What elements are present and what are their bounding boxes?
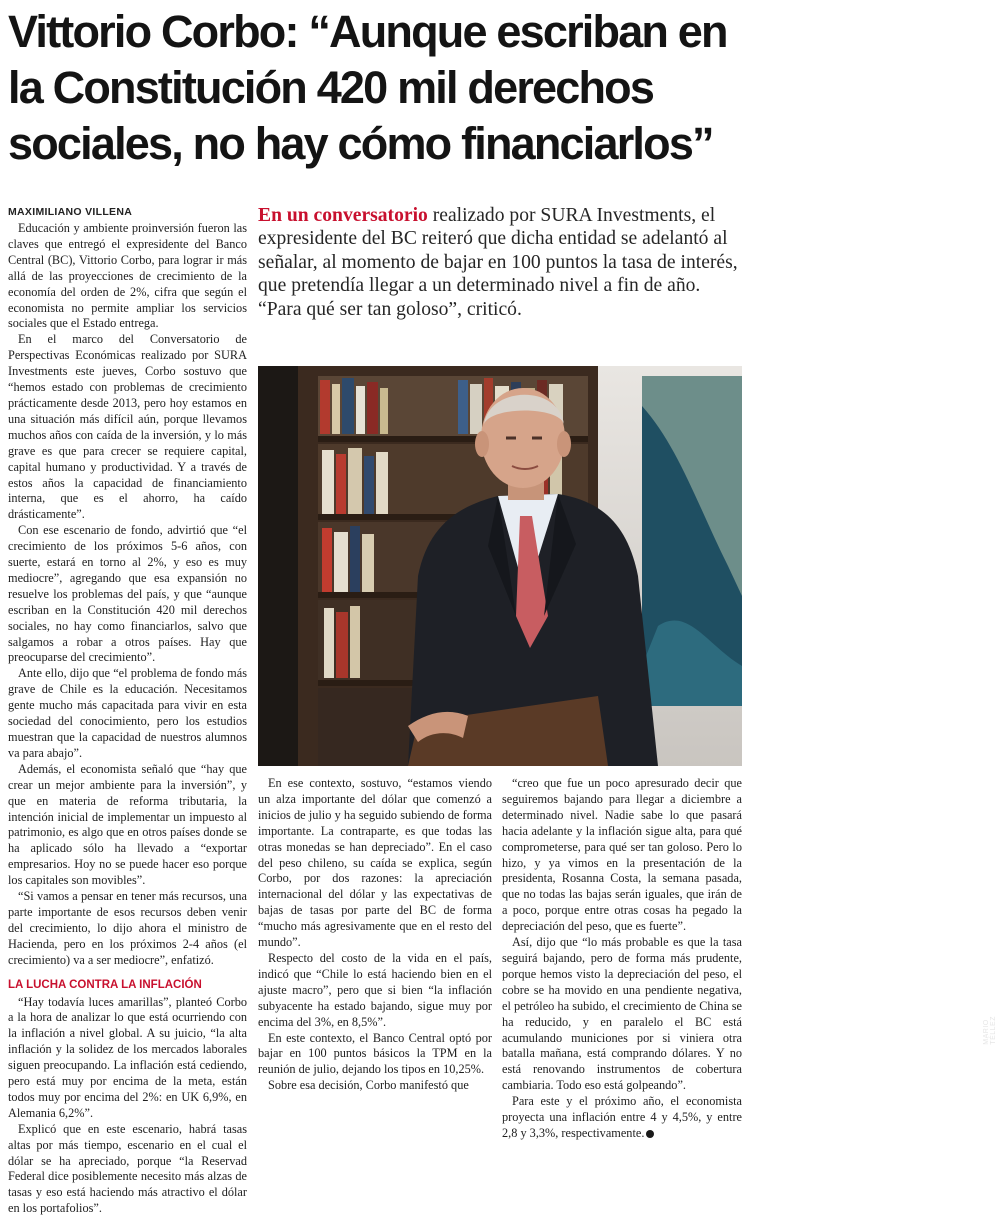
paragraph: Así, dijo que “lo más probable es que la tasa seguirá bajando, pero de forma más prudente, porque hemos visto la depreciación del peso, el cobre se ha movido en una pendiente negativa, el petróleo ha subido, el crecimiento de China se ha reducido, y en paralelo el BC está acumulando municiones por si viniera otra batalla mañana, está comprando dólares. Y no está renovando instrumentos de cobertura cambiaria. Todo eso está golpeando”. (502, 935, 742, 1093)
body-column-2 (258, 776, 492, 1166)
photo-credit: MARIO TÉLLEZ (983, 1016, 997, 1045)
headline: Vittorio Corbo: “Aunque escriban en la Constitución 420 mil derechos sociales, no hay cómo financiarlos” (8, 6, 727, 169)
paragraph: Educación y ambiente proinversión fueron las claves que entregó el expresidente del Banco Central (BC), Vittorio Corbo, para lograr ir más allá de las proyecciones de crecimiento de la economía del orden de 2%, cifra que según el economista no permite ampliar los servicios sociales que el Estado entrega. (8, 221, 247, 331)
lead-kicker: En un conversatorio (258, 205, 428, 226)
paragraph: Ante ello, dijo que “el problema de fondo más grave de Chile es la educación. Necesitamos gente mucho más capacitada para vivir en esta sociedad del conocimiento, pero los estudios muestran que la capacidad de nuestros alumnos va para abajo”. (8, 666, 247, 760)
paragraph: Con ese escenario de fondo, advirtió que “el crecimiento de los próximos 5-6 años, con suerte, estará en torno al 2%, y eso es muy mediocre”, agregando que esa expansión no resuelve los problemas del país, y que “aunque escriban en la Constitución 420 mil derechos sociales, no hay como financiarlos, salvo que salgamos a robar a otros países. Hay que preocuparse del crecimiento”. (8, 523, 247, 665)
byline: MAXIMILIANO VILLENA (8, 206, 133, 218)
paragraph (502, 1094, 742, 1142)
lead-paragraph (258, 204, 744, 321)
paragraph: En el marco del Conversatorio de Perspectivas Económicas realizado por SURA Investments este jueves, Corbo sostuvo que “hemos estado con problemas de crecimiento prácticamente desde 2013, pero hoy estamos en una situación más difícil aún, porque llevamos muchos años con caída de la inversión, y lo más grave es que para crecer se requiere capital, capital humano y productividad. Y a través de estos años la capacidad de financiamiento interna, que es el ahorro, ha caído drásticamente”. (8, 332, 247, 522)
paragraph: En este contexto, el Banco Central optó por bajar en 100 puntos básicos la TPM en la reunión de julio, dejando los tipos en 10,25%. (258, 1030, 492, 1077)
paragraph: “Hay todavía luces amarillas”, planteó Corbo a la hora de analizar lo que está ocurriendo con la inflación a nivel global. A su juicio, “la alta inflación y la solidez de los mercados laborales siguen preocupando. La inflación está cediendo, pero está muy por encima de la meta, están todos muy por encima del 2%: en UK 6,9%, en Alemania 6,2%”. (8, 994, 247, 1120)
paragraph: “Si vamos a pensar en tener más recursos, una parte importante de esos recursos deben venir del crecimiento, lo dijo ahora el ministro de Hacienda, pero en los próximos 2-4 años (el crecimiento) va a ser mediocre”, enfatizó. (8, 889, 247, 967)
lead-text: realizado por SURA Investments, el expresidente del BC reiteró que dicha entidad se adelantó al señalar, al momento de bajar en 100 puntos la tasa de interés, que pretendía llegar a un determinado nivel a fin de año. “Para qué ser tan goloso”, criticó. (258, 205, 738, 320)
paragraph: En ese contexto, sostuvo, “estamos viendo un alza importante del dólar que comenzó a inicios de julio y ha seguido subiendo de forma importante. La contraparte, es que todas las otras monedas se han depreciado”. En el caso del peso chileno, su caída se explica, según Corbo, por dos razones: la apreciación internacional del dólar y las expectativas de bajas de tasas por parte del BC de forma “mucho más agresivamente que en el resto del mundo”. (258, 776, 492, 950)
body-column-3 (502, 776, 742, 1166)
paragraph: Explicó que en este escenario, habrá tasas altas por más tiempo, escenario en el cual el dólar se ha apreciado, porque “la Reservad Federal dice posiblemente necesito más alzas de tasas y eso está haciendo más atractivo el dólar en los portafolios”. (8, 1121, 247, 1216)
portrait-illustration (258, 366, 742, 766)
closing-text: Para este y el próximo año, el economista proyecta una inflación entre 4 y 4,5%, y entre 2,8 y 3,3%, respectivamente. (502, 1094, 742, 1140)
end-of-article-icon (646, 1130, 654, 1138)
body-column-1 (8, 221, 247, 1216)
paragraph: Sobre esa decisión, Corbo manifestó que (268, 1078, 469, 1093)
subheading: LA LUCHA CONTRA LA INFLACIÓN (8, 978, 202, 991)
paragraph: Además, el economista señaló que “hay que crear un mejor ambiente para la inversión”, y que en materia de reforma tributaria, la intención inicial de implementar un impuesto al patrimonio, es algo que en otros países donde se ha aplicado sólo ha llevado a “exportar empresarios. Hoy no se puede hacer eso porque los capitales son movibles”. (8, 761, 247, 888)
paragraph: “creo que fue un poco apresurado decir que seguiremos bajando para llegar a diciembre a determinado nivel. Nadie sabe lo que pasará hacia adelante y la inflación sigue alta, para qué comprometerse, para qué ser tan goloso. Pero lo hizo, y ya vimos en la presentación de la presidenta, Rosanna Costa, la semana pasada, que no todas las bajas serán iguales, que irán de a poco, porque entre otras cosas ha pegado la depreciación del peso, que es fuerte”. (502, 776, 742, 934)
paragraph: Respecto del costo de la vida en el país, indicó que “Chile lo está haciendo bien en el ajuste macro”, pero que si bien “la inflación subyacente ha estado bajando, sigue muy por encima del 3%, en 8,5%”. (258, 950, 492, 1029)
